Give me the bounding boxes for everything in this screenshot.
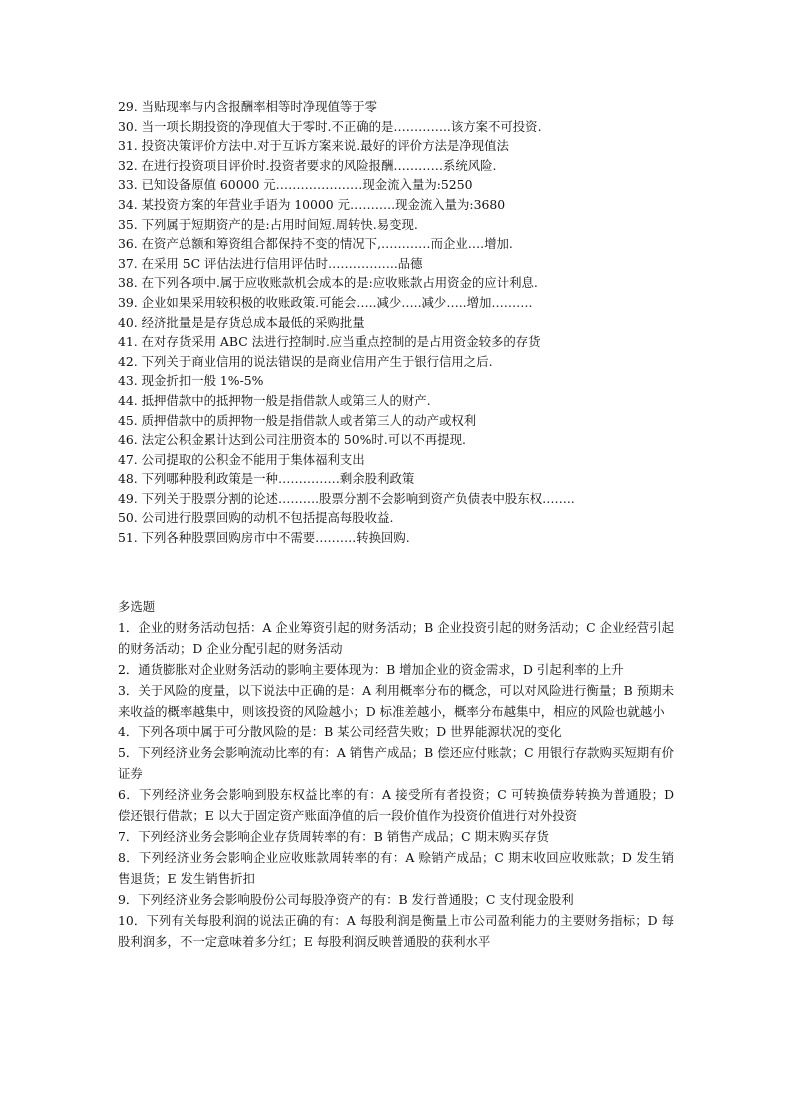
list-item: 34. 某投资方案的年营业手语为 10000 元………..现金流入量为:3680: [118, 196, 506, 212]
list-item: 29. 当贴现率与内含报酬率相等时净现值等于零: [118, 99, 378, 114]
question-item: 7．下列经济业务会影响企业存货周转率的有：B 销售产成品；C 期末购买存货: [118, 828, 549, 844]
question-item: 4．下列各项中属于可分散风险的是：B 某公司经营失败；D 世界能源状况的变化: [118, 724, 562, 740]
list-item: 35. 下列属于短期资产的是:占用时间短.周转快.易变现.: [118, 216, 418, 232]
list-item: 39. 企业如果采用较积极的收账政策.可能会…..减少…..减少…..增加……….: [118, 294, 533, 310]
list-item: 40. 经济批量是是存货总成本最低的采购批量: [118, 314, 365, 330]
list-item: 44. 抵押借款中的抵押物一般是指借款人或第三人的财产.: [118, 392, 431, 408]
list-item: 36. 在资产总额和筹资组合都保持不变的情况下,…………而企业….增加.: [118, 236, 513, 252]
question-item: 10．下列有关每股利润的说法正确的有：A 每股利润是衡量上市公司盈利能力的主要财务指标；D 每股利润多，不一定意味着多分红；E 每股利润反映普通股的获利水平: [118, 912, 674, 949]
list-item: 31. 投资决策评价方法中.对于互诉方案来说.最好的评价方法是净现值法: [118, 138, 509, 154]
section-heading: 多选题: [118, 599, 156, 614]
list-item: 43. 现金折扣一般 1%-5%: [118, 373, 264, 389]
question-item: 3．关于风险的度量，以下说法中正确的是：A 利用概率分布的概念，可以对风险进行衡量；B 预期未来收益的概率越集中，则该投资的风险越小；D 标准差越小，概率分布越集中，相应的风险也就越小: [118, 682, 674, 719]
single-choice-list: [118, 97, 698, 548]
list-item: 46. 法定公积金累计达到公司注册资本的 50%时.可以不再提现.: [118, 432, 466, 448]
list-item: 33. 已知设备原值 60000 元…………………现金流入量为:5250: [118, 177, 473, 193]
question-item: 9．下列经济业务会影响股份公司每股净资产的有：B 发行普通股；C 支付现金股利: [118, 891, 574, 907]
list-item: 41. 在对存货采用 ABC 法进行控制时.应当重点控制的是占用资金较多的存货: [118, 334, 541, 350]
list-item: 51. 下列各种股票回购房市中不需要……….转换回购.: [118, 530, 410, 546]
question-item: 1．企业的财务活动包括：A 企业筹资引起的财务活动；B 企业投资引起的财务活动；C 企业经营引起的财务活动；D 企业分配引起的财务活动: [118, 619, 674, 656]
list-item: 50. 公司进行股票回购的动机不包括提高每股收益.: [118, 510, 394, 526]
list-item: 38. 在下列各项中.属于应收账款机会成本的是:应收账款占用资金的应计利息.: [118, 275, 538, 291]
list-item: 42. 下列关于商业信用的说法错误的是商业信用产生于银行信用之后.: [118, 353, 493, 369]
list-item: 45. 质押借款中的质押物一般是指借款人或者第三人的动产或权利: [118, 412, 477, 428]
question-item: 6．下列经济业务会影响到股东权益比率的有：A 接受所有者投资；C 可转换债券转换为普通股；D 偿还银行借款；E 以大于固定资产账面净值的后一段价值作为投资价值进行对外投资: [118, 787, 674, 824]
list-item: 30. 当一项长期投资的净现值大于零时.不正确的是…………..该方案不可投资.: [118, 118, 542, 134]
multiple-choice-section: [118, 597, 674, 952]
list-item: 32. 在进行投资项目评价时.投资者要求的风险报酬…………系统风险.: [118, 157, 497, 173]
list-item: 37. 在采用 5C 评估法进行信用评估时……………..品德: [118, 255, 423, 271]
question-item: 5．下列经济业务会影响流动比率的有：A 销售产成品；B 偿还应付账款；C 用银行存款购买短期有价证券: [118, 745, 674, 782]
list-item: 48. 下列哪种股利政策是一种……………剩余股利政策: [118, 471, 415, 487]
question-item: 2．通货膨胀对企业财务活动的影响主要体现为：B 增加企业的资金需求，D 引起利率的上升: [118, 661, 624, 677]
list-item: 47. 公司提取的公积金不能用于集体福利支出: [118, 451, 365, 467]
list-item: 49. 下列关于股票分割的论述……….股票分割不会影响到资产负债表中股东权……..: [118, 490, 575, 506]
question-item: 8．下列经济业务会影响企业应收账款周转率的有：A 赊销产成品；C 期末收回应收账款；D 发生销售退货；E 发生销售折扣: [118, 849, 674, 886]
